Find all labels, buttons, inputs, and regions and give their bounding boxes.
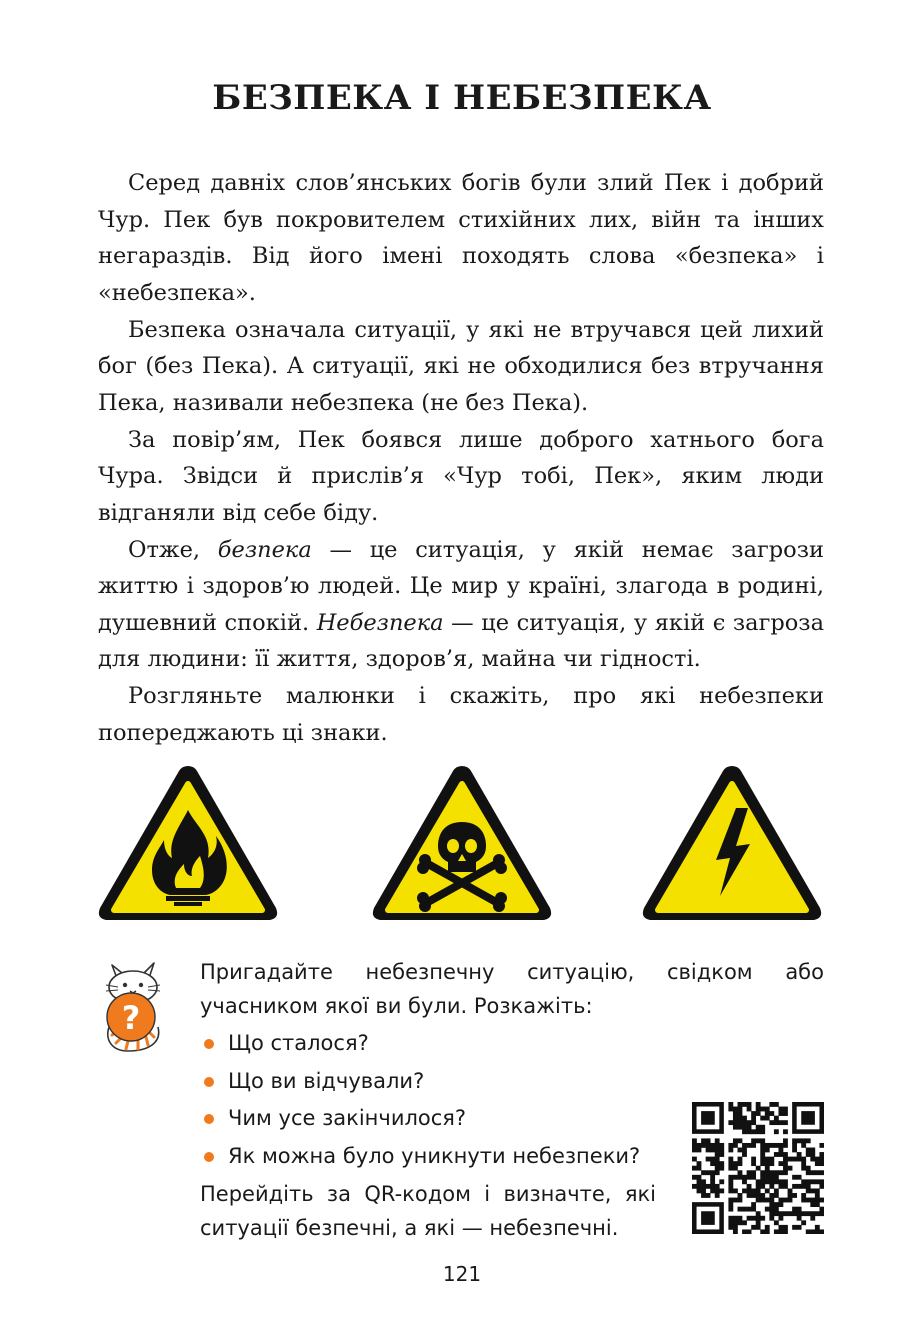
main-text xyxy=(98,165,824,752)
warning-signs xyxy=(0,760,924,930)
p4-text-1: — це ситуація, у якій немає загрози життю і здоров’ю людей. Це мир у країні, злагода в родині, душевний спокій. xyxy=(98,536,824,636)
bullet-icon xyxy=(204,1152,214,1162)
question-text: Як можна було уникнути небезпеки? xyxy=(228,1143,641,1168)
p4-lead: Отже, xyxy=(128,536,218,563)
term-danger: Небезпека xyxy=(316,609,444,636)
mascot-question-mark: ? xyxy=(121,999,141,1037)
paragraph-4 xyxy=(98,532,824,678)
question-text: Що ви відчували? xyxy=(228,1068,425,1093)
paragraph-2: Безпека означала ситуації, у які не втручався цей лихий бог (без Пека). А ситуації, які не обходилися без втручання Пека, називали небезпека (не без Пека). xyxy=(98,316,824,416)
page-title: БЕЗПЕКА І НЕБЕЗПЕКА xyxy=(212,78,712,118)
question-text: Чим усе закінчилося? xyxy=(228,1106,467,1130)
high-voltage-icon xyxy=(640,760,824,926)
task-intro: Пригадайте небезпечну ситуацію, свідком або учасником якої ви були. Розкажіть: xyxy=(200,960,824,1018)
paragraph-3: За повір’ям, Пек боявся лише доброго хатнього бога Чура. Звідси й прислів’я «Чур тобі, Пек», яким люди відганяли від себе біду. xyxy=(98,426,824,526)
bullet-icon xyxy=(204,1039,214,1049)
flammable-icon xyxy=(96,760,280,926)
list-item xyxy=(200,1063,824,1101)
paragraph-5: Розгляньте малюнки і скажіть, про які небезпеки попереджають ці знаки. xyxy=(98,683,824,746)
task-outro: Перейдіть за QR-кодом і визначте, які ситуації безпечні, а які — небезпечні. xyxy=(200,1182,656,1240)
qr-code-icon[interactable] xyxy=(692,1102,824,1234)
question-text: Що сталося? xyxy=(228,1031,369,1055)
p4-text-2: — це ситуація, у якій є загроза для людини: її життя, здоров’я, майна чи гідності. xyxy=(98,609,824,672)
paragraph-1: Серед давніх слов’янських богів були злий Пек і добрий Чур. Пек був покровителем стихійних лих, війн та інших негараздів. Від його імені походять слова «безпека» і «небезпека». xyxy=(98,170,824,306)
bullet-icon xyxy=(204,1077,214,1087)
cat-question-icon xyxy=(98,955,168,1055)
list-item xyxy=(200,1025,824,1063)
bullet-icon xyxy=(204,1114,214,1124)
skull-crossbones-icon xyxy=(370,760,554,926)
page-number: 121 xyxy=(442,1262,482,1286)
term-safety: безпека xyxy=(217,536,312,563)
